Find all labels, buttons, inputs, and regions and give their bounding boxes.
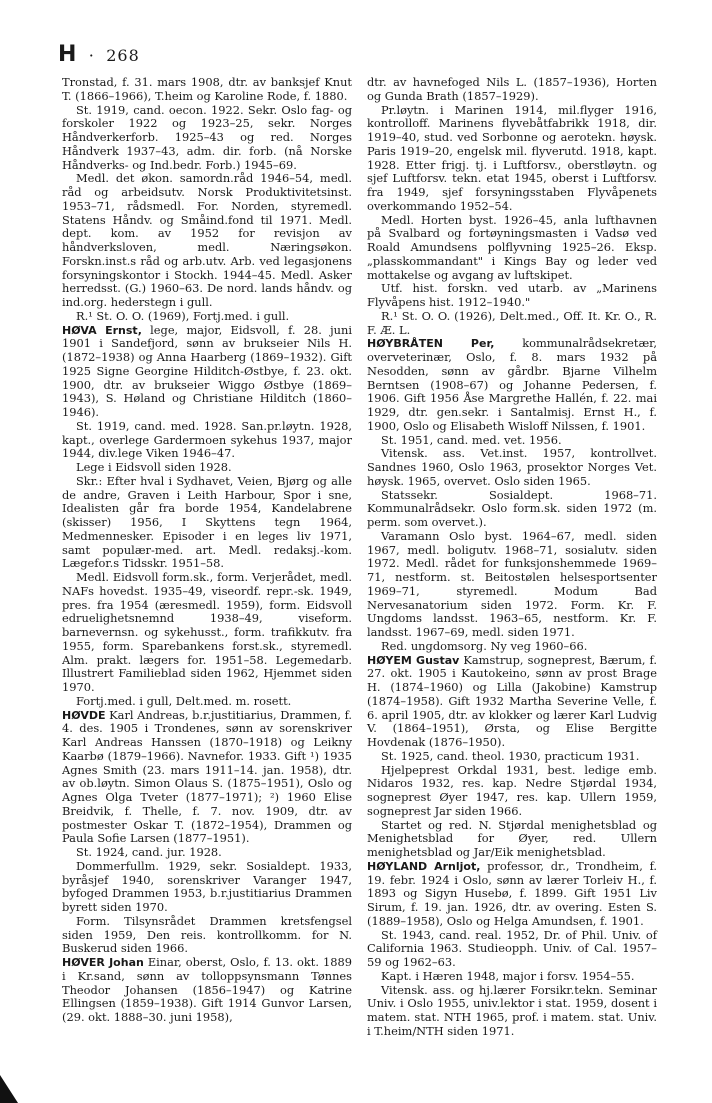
entry-headword: HØYBRÅTEN Per,: [367, 337, 495, 351]
text-paragraph: [367, 76, 657, 104]
entry-text: Kamstrup, sogneprest, Bærum, f. 27. okt. 1905 i Kautokeino, sønn av prost Brage H. (1874–1960) og Lilla (Jakobine) Kamstrup (1874–1958). Gift 1932 Martha Severine Velle, f. 6. april 1905, dtr. av klokker og lærer Karl Ludvig V. (1864–1951), Ørsta, og Elise Bergitte Hovdenak (1876–1950).: [367, 652, 657, 749]
entry-text: Startet og red. N. Stjørdal menighetsblad og Menighetsblad for Øyer, red. Ullern menighetsblad og Jar/Eik menighetsblad.: [367, 817, 657, 859]
entry-text: Karl Andreas, b.r.justitiarius, Drammen, f. 4. des. 1905 i Trondenes, sønn av sorenskriver Karl Andreas Hanssen (1870–1918) og Leikny Kaarbø (1879–1966). Navnefor. 1933. Gift ¹) 1935 Agnes Smith (23. mars 1911–14. jan. 1958), dtr. av ob.løytn. Simon Olaus S. (1875–1951), Oslo og Agnes Olga Tveter (1877–1971); ²) 1960 Elise Breidvik, f. Thelle, f. 7. nov. 1909, dtr. av postmester Oskar T. (1872–1954), Drammen og Paula Sofie Larsen (1877–1951).: [62, 707, 352, 846]
text-paragraph: [62, 860, 352, 915]
entry-text: Red. ungdomsorg. Ny veg 1960–66.: [381, 638, 588, 653]
text-paragraph: [62, 310, 352, 324]
text-paragraph: [367, 310, 657, 338]
entry-paragraph: [367, 337, 657, 433]
entry-text: Medl. det økon. samordn.råd 1946–54, medl. råd og arbeidsutv. Norsk Produktivitetsinst. 1953–71, rådsmedl. For. Norden, styremedl. Statens Håndv. og Småind.fond til 1971. Medl. dept. kom. av 1952 for revisjon av håndverksloven, medl. Næringsøkon. Forskn.inst.s råd og arb.utv. Arb. ved legasjonens forsyningskontor i Stockh. 1944–45. Medl. Asker herredsst. (G.) 1960–63. De nord. lands håndv. og ind.org. hederstegn i gull.: [62, 171, 352, 309]
entry-text: lege, major, Eidsvoll, f. 28. juni 1901 i Sandefjord, sønn av brukseier Nils H. (1872–1938) og Anna Haarberg (1869–1932). Gift 1925 Signe Georgine Hilditch-Østbye, f. 23. okt. 1900, dtr. av brukseier Wiggo Østbye (1869–1943), S. Høland og Christiane Hilditch (1860–1946).: [62, 322, 352, 419]
text-paragraph: [62, 695, 352, 709]
entry-text: St. 1925, cand. theol. 1930, practicum 1931.: [381, 748, 640, 763]
entry-headword: HØYEM Gustav: [367, 653, 460, 667]
entry-text: kommunalrådsekretær, overveterinær, Oslo, f. 8. mars 1932 på Nesodden, sønn av gårdbr. Bjarne Vilhelm Berntsen (1908–67) og Johanne Pedersen, f. 1906. Gift 1956 Åse Margrethe Hallén, f. 22. mai 1929, dtr. gen.sekr. i Santalmisj. Ernst H., f. 1900, Oslo og Elisabeth Wisloff Nilssen, f. 1901.: [367, 336, 657, 433]
entry-text: Hjelpeprest Orkdal 1931, best. ledige emb. Nidaros 1932, res. kap. Nedre Stjørdal 1934, sogneprest Øyer 1947, res. kap. Ullern 1959, sogneprest Jar siden 1966.: [367, 762, 657, 818]
left-column: [62, 76, 352, 1025]
page-corner-mark: [0, 1075, 18, 1103]
entry-text: Tronstad, f. 31. mars 1908, dtr. av banksjef Knut T. (1866–1966), T.heim og Karoline Rode, f. 1880.: [62, 75, 352, 103]
entry-paragraph: [367, 860, 657, 929]
text-paragraph: [367, 214, 657, 283]
text-paragraph: [367, 104, 657, 214]
right-column: [367, 76, 657, 1039]
entry-paragraph: [62, 324, 352, 420]
entry-text: St. 1943, cand. real. 1952, Dr. of Phil. Univ. of California 1963. Studieopph. Univ. of Cal. 1957–59 og 1962–63.: [367, 927, 657, 969]
text-paragraph: [62, 76, 352, 104]
entry-text: St. 1919, cand. med. 1928. San.pr.løytn. 1928, kapt., overlege Gardermoen sykehus 1937, major 1944, div.lege Viken 1946–47.: [62, 418, 352, 461]
text-paragraph: [62, 172, 352, 310]
entry-text: Dommerfullm. 1929, sekr. Sosialdept. 1933, byråsjef 1940, sorenskriver Varanger 1947, byfoged Drammen 1953, b.r.justitiarius Drammen byrett siden 1970.: [62, 858, 352, 914]
text-paragraph: [62, 475, 352, 571]
text-paragraph: [62, 420, 352, 461]
entry-text: Utf. hist. forskn. ved utarb. av „Marinens Flyvåpens hist. 1912–1940.": [367, 281, 657, 309]
text-paragraph: [367, 489, 657, 530]
entry-text: Medl. Horten byst. 1926–45, anla lufthavnen på Svalbard og fortøyningsmasten i Vadsø ved Roald Amundsens polflyvning 1925–26. Eksp. „plasskommandant" i Kings Bay og leder ved mottakelse og avgang av luftskipet.: [367, 212, 657, 282]
entry-text: Vitensk. ass. og hj.lærer Forsikr.tekn. Seminar Univ. i Oslo 1955, univ.lektor i stat. 1959, dosent i matem. stat. NTH 1965, prof. i matem. stat. Univ. i T.heim/NTH siden 1971.: [367, 982, 657, 1038]
page-header: [58, 42, 140, 67]
entry-headword: HØVA Ernst,: [62, 323, 142, 337]
text-paragraph: [367, 282, 657, 310]
text-paragraph: [62, 915, 352, 956]
page-number: 268: [106, 46, 140, 65]
text-paragraph: [62, 104, 352, 173]
entry-paragraph: [367, 654, 657, 750]
entry-text: St. 1924, cand. jur. 1928.: [76, 845, 222, 859]
entry-headword: HØVER Johan: [62, 956, 144, 969]
text-paragraph: [62, 846, 352, 860]
text-paragraph: [62, 571, 352, 695]
entry-text: Pr.løytn. i Marinen 1914, mil.flyger 1916, kontrolloff. Marinens flyvebåtfabrikk 1918, dir. 1919–40, stud. ved Sorbonne og aerotekn. høysk. Paris 1919–20, engelsk mil. flyverutd. 1918, kapt. 1928. Etter frigj. tj. i Luftforsv., oberstløytn. og sjef Luftforsv. tekn. etat 1945, oberst i Luftforsv. fra 1949, sjef forsyningsstaben Flyvåpenets overkommando 1952–54.: [367, 102, 657, 213]
text-paragraph: [62, 461, 352, 475]
entry-paragraph: [62, 709, 352, 847]
entry-text: dtr. av havnefoged Nils L. (1857–1936), Horten og Gunda Brath (1857–1929).: [367, 75, 657, 103]
entry-text: Medl. Eidsvoll form.sk., form. Verjerådet, medl. NAFs hovedst. 1935–49, viseordf. repr.-sk. 1949, pres. fra 1954 (æresmedl. 1959), form. Eidsvoll edruelighetsnemnd 1938–49, viseform. barnevernsn. og sykehusst., form. trafikkutv. fra 1955, form. Sparebankens forst.sk., styremedl. Alm. prakt. lægers for. 1951–58. Legemedarb. Illustrert Familieblad siden 1962, Hjemmet siden 1970.: [62, 570, 352, 694]
entry-paragraph: [62, 956, 352, 1025]
section-letter: H: [58, 42, 78, 67]
entry-text: Lege i Eidsvoll siden 1928.: [76, 460, 232, 474]
text-paragraph: [367, 640, 657, 654]
entry-text: Skr.: Efter hval i Sydhavet, Veien, Bjørg og alle de andre, Graven i Leith Harbour, Spor i sne, Idealisten går fra borde 1954, Kandelabrene (skisser) 1956, I Skyttens tegn 1964, Medmennesker. Episoder i en leges liv 1971, samt populær-med. art. Medl. redaksj.-kom. Lægefor.s Tidsskr. 1951–58.: [62, 473, 352, 571]
entry-text: Varamann Oslo byst. 1964–67, medl. siden 1967, medl. boligutv. 1968–71, sosialutv. siden 1972. Medl. rådet for funksjonshemmede 1969–71, nestform. st. Beitostølen helsesportsenter 1969–71, styremedl. Modum Bad Nervesanatorium siden 1972. Form. Kr. F. Ungdoms landsst. 1963–65, nestform. Kr. F. landsst. 1967–69, medl. siden 1971.: [367, 528, 657, 639]
text-paragraph: [367, 929, 657, 970]
entry-text: Fortj.med. i gull, Delt.med. m. rosett.: [76, 693, 292, 708]
entry-headword: HØYLAND Arnljot,: [367, 859, 481, 873]
entry-text: R.¹ St. O. O. (1969), Fortj.med. i gull.: [76, 308, 290, 323]
entry-text: St. 1951, cand. med. vet. 1956.: [381, 432, 562, 447]
entry-text: Kapt. i Hæren 1948, major i forsv. 1954–55.: [381, 968, 635, 983]
text-paragraph: [367, 447, 657, 488]
text-paragraph: [367, 819, 657, 860]
text-paragraph: [367, 530, 657, 640]
entry-text: Form. Tilsynsrådet Drammen kretsfengsel siden 1959, Den reis. kontrollkomm. for N. Buskerud siden 1966.: [62, 913, 352, 956]
entry-text: professor, dr., Trondheim, f. 19. febr. 1924 i Oslo, sønn av lærer Torleiv H., f. 1893 og Sigyn Husebø, f. 1899. Gift 1951 Liv Sirum, f. 19. jan. 1926, dtr. av overing. Esten S. (1889–1958), Oslo og Helga Amundsen, f. 1901.: [367, 858, 657, 928]
entry-text: Einar, oberst, Oslo, f. 13. okt. 1889 i Kr.sand, sønn av tolloppsynsmann Tønnes Theodor Johansen (1856–1947) og Katrine Ellingsen (1859–1938). Gift 1914 Gunvor Larsen, (29. okt. 1888–30. juni 1958),: [62, 955, 352, 1024]
entry-text: R.¹ St. O. O. (1926), Delt.med., Off. It. Kr. O., R. F. Æ. L.: [367, 308, 657, 337]
header-separator: ·: [88, 46, 95, 65]
entry-text: Statssekr. Sosialdept. 1968–71. Kommunalrådsekr. Oslo form.sk. siden 1972 (m. perm. som overvet.).: [367, 487, 657, 529]
entry-text: St. 1919, cand. oecon. 1922. Sekr. Oslo fag- og forskoler 1922 og 1923–25, sekr. Norges Håndverkerforb. 1925–43 og red. Norges Håndverk 1937–43, adm. dir. forb. (nå Norske Håndverks- og Ind.bedr. Forb.) 1945–69.: [62, 102, 352, 172]
text-paragraph: [367, 750, 657, 764]
text-paragraph: [367, 984, 657, 1039]
entry-text: Vitensk. ass. Vet.inst. 1957, kontrollvet. Sandnes 1960, Oslo 1963, prosektor Norges Vet. høysk. 1965, overvet. Oslo siden 1965.: [367, 446, 657, 488]
text-paragraph: [367, 434, 657, 448]
text-paragraph: [367, 970, 657, 984]
entry-headword: HØVDE: [62, 708, 106, 722]
text-paragraph: [367, 764, 657, 819]
